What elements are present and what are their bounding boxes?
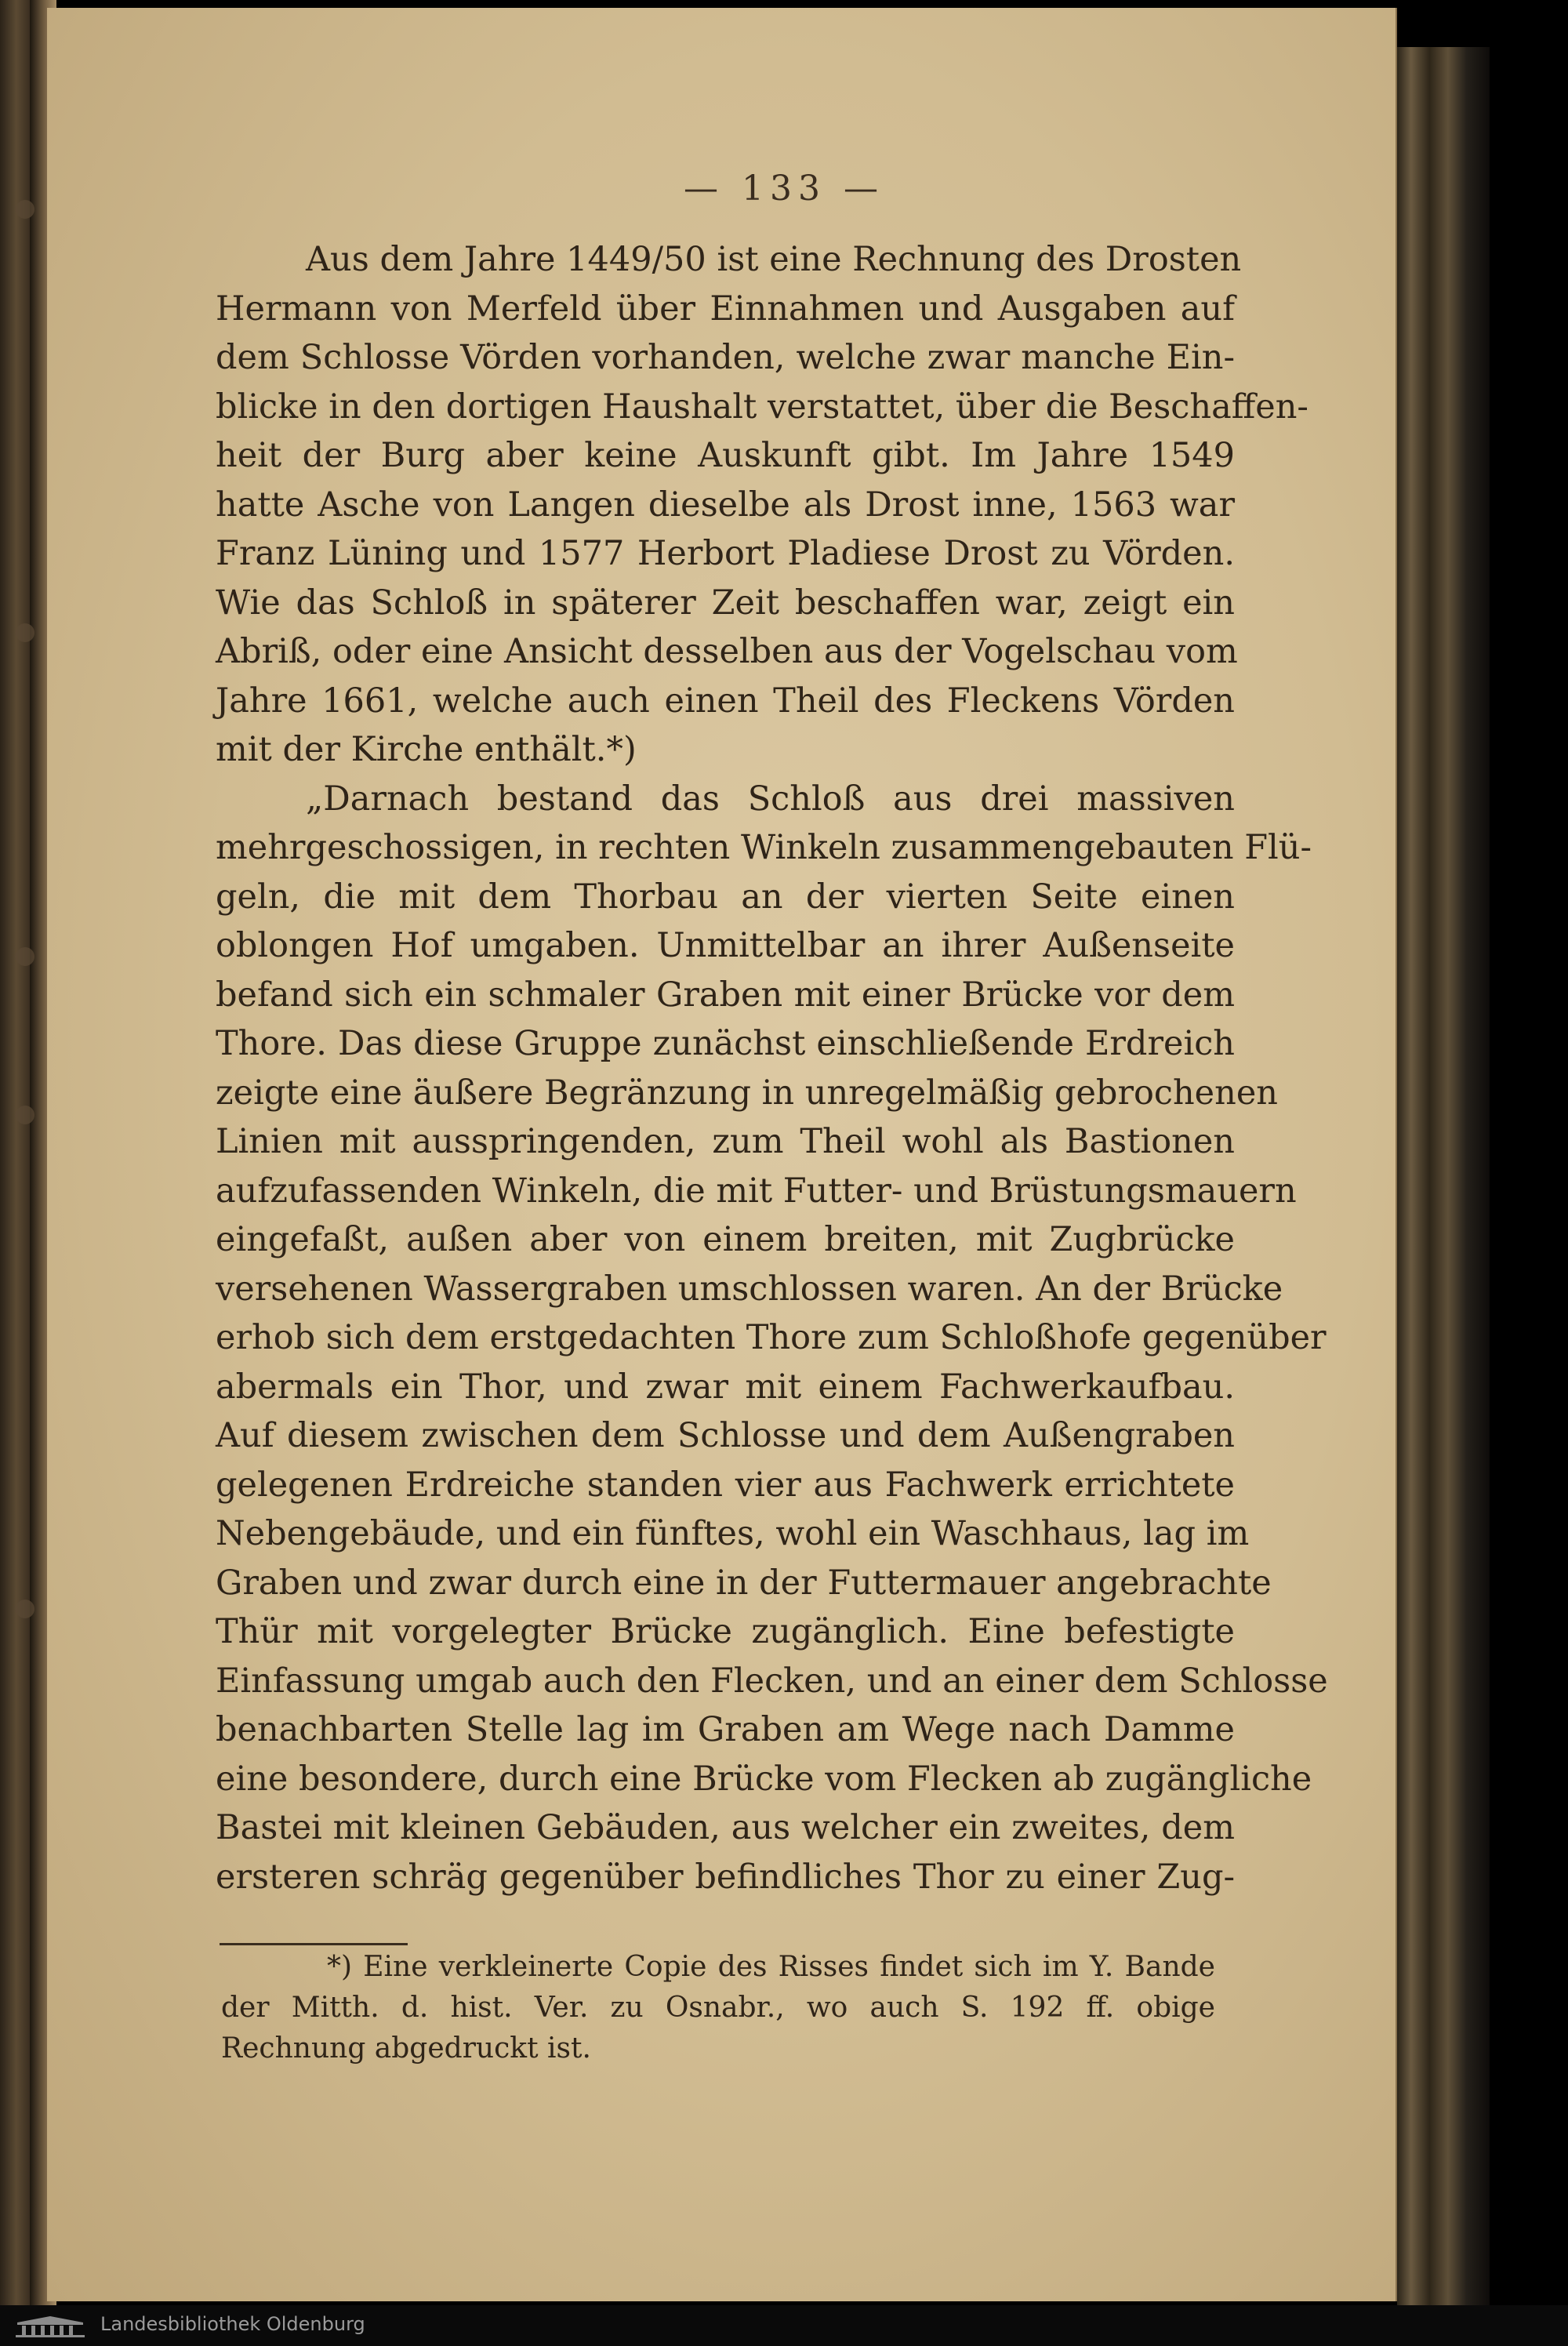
stitch-mark <box>16 623 34 642</box>
footnote-rule <box>220 1943 408 1945</box>
left-page-edge <box>0 0 30 2305</box>
text-line: befand sich ein schmaler Graben mit einer Brücke vor dem <box>216 975 1235 1015</box>
text-line: Jahre 1661, welche auch einen Theil des Fleckens Vörden <box>216 681 1235 721</box>
library-building-icon <box>11 2315 89 2338</box>
library-name: Landesbibliothek Oldenburg <box>100 2313 365 2335</box>
text-line: zeigte eine äußere Begränzung in unregelmäßig gebrochenen <box>216 1073 1278 1113</box>
text-line: geln, die mit dem Thorbau an der vierten Seite einen <box>216 877 1235 917</box>
text-line: Aus dem Jahre 1449/50 ist eine Rechnung des Drosten <box>306 240 1242 279</box>
text-line: Linien mit ausspringenden, zum Theil wohl als Bastionen <box>216 1122 1235 1161</box>
text-line: oblongen Hof umgaben. Unmittelbar an ihrer Außenseite <box>216 926 1235 965</box>
text-line: blicke in den dortigen Haushalt verstattet, über die Beschaffen- <box>216 387 1308 427</box>
text-line: Thür mit vorgelegter Brücke zugänglich. Eine befestigte <box>216 1612 1235 1651</box>
text-line: „Darnach bestand das Schloß aus drei massiven <box>306 779 1235 819</box>
text-line: hatte Asche von Langen dieselbe als Drost inne, 1563 war <box>216 485 1235 525</box>
page-stack-edge <box>1397 47 1490 2305</box>
text-line: eine besondere, durch eine Brücke vom Flecken ab zugängliche <box>216 1759 1312 1799</box>
footnote-line: der Mitth. d. hist. Ver. zu Osnabr., wo auch S. 192 ff. obige <box>221 1992 1215 2024</box>
text-line: versehenen Wassergraben umschlossen waren. An der Brücke <box>216 1269 1283 1309</box>
footnote-line: Rechnung abgedruckt ist. <box>221 2032 591 2065</box>
text-line: erhob sich dem erstgedachten Thore zum Schloßhofe gegenüber <box>216 1318 1327 1357</box>
text-line: Bastei mit kleinen Gebäuden, aus welcher ein zweites, dem <box>216 1808 1235 1847</box>
text-line: Franz Lüning und 1577 Herbort Pladiese Drost zu Vörden. <box>216 534 1235 573</box>
text-line: dem Schlosse Vörden vorhanden, welche zwar manche Ein- <box>216 338 1235 377</box>
stitch-mark <box>16 1106 34 1124</box>
text-line: heit der Burg aber keine Auskunft gibt. Im Jahre 1549 <box>216 436 1235 475</box>
text-line: Abriß, oder eine Ansicht desselben aus der Vogelschau vom <box>216 632 1238 671</box>
text-line: eingefaßt, außen aber von einem breiten, mit Zugbrücke <box>216 1220 1235 1259</box>
text-line: abermals ein Thor, und zwar mit einem Fachwerkaufbau. <box>216 1367 1235 1407</box>
footnote <box>221 1947 1215 2069</box>
text-line: mit der Kirche enthält.*) <box>216 730 637 769</box>
body-text <box>216 235 1328 1901</box>
text-line: mehrgeschossigen, in rechten Winkeln zusammengebauten Flü- <box>216 828 1312 867</box>
text-line: aufzufassenden Winkeln, die mit Futter- und Brüstungsmauern <box>216 1171 1297 1211</box>
page-number: — 133 — <box>684 169 884 209</box>
text-line: Graben und zwar durch eine in der Futtermauer angebrachte <box>216 1563 1272 1603</box>
text-line: Auf diesem zwischen dem Schlosse und dem Außengraben <box>216 1416 1235 1455</box>
text-line: benachbarten Stelle lag im Graben am Wege nach Damme <box>216 1710 1235 1749</box>
text-line: gelegenen Erdreiche standen vier aus Fachwerk errichtete <box>216 1465 1235 1505</box>
text-line: Hermann von Merfeld über Einnahmen und Ausgaben auf <box>216 289 1235 329</box>
stitch-mark <box>16 1600 34 1618</box>
text-line: Einfassung umgab auch den Flecken, und an einer dem Schlosse <box>216 1661 1328 1701</box>
footnote-line: *) Eine verkleinerte Copie des Risses findet sich im Y. Bande <box>327 1951 1215 1983</box>
text-line: ersteren schräg gegenüber befindliches Thor zu einer Zug- <box>216 1857 1235 1897</box>
text-line: Nebengebäude, und ein fünftes, wohl ein Waschhaus, lag im <box>216 1514 1250 1553</box>
text-line: Thore. Das diese Gruppe zunächst einschließende Erdreich <box>216 1024 1235 1063</box>
stitch-mark <box>16 947 34 966</box>
text-line: Wie das Schloß in späterer Zeit beschaffen war, zeigt ein <box>216 583 1235 623</box>
